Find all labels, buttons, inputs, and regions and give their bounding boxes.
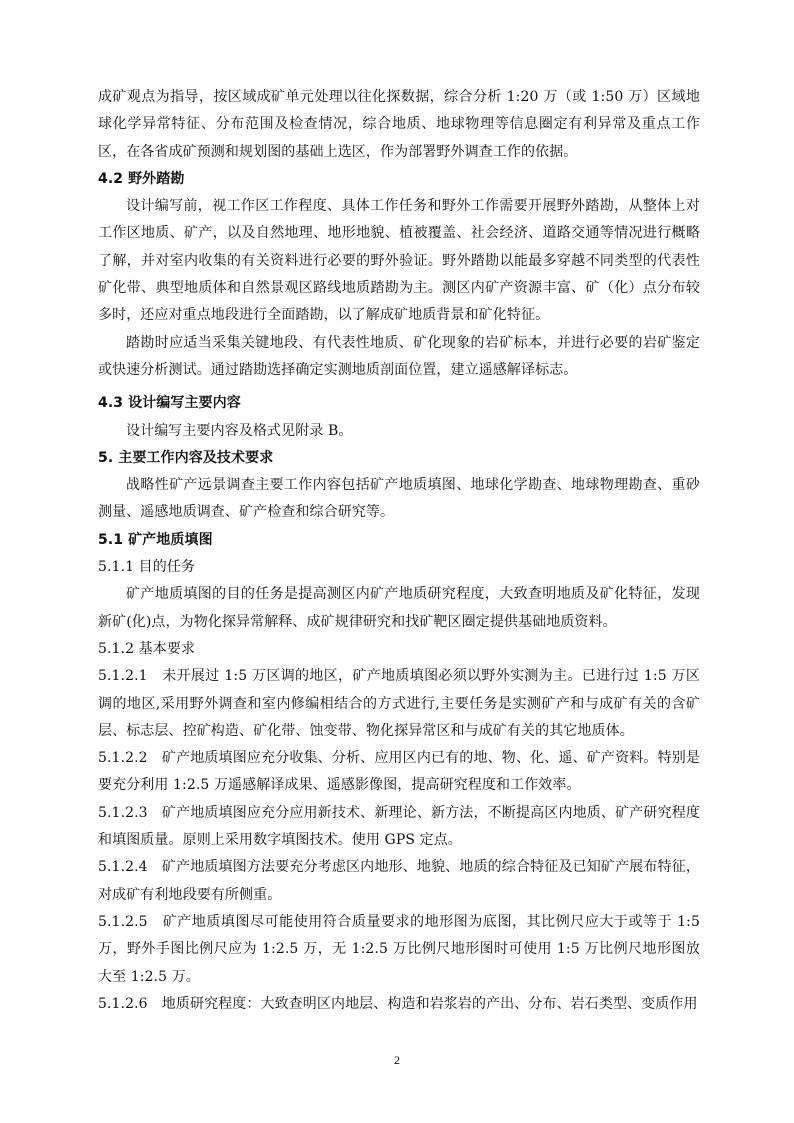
paragraph-field-survey: 设计编写前，视工作区工作程度、具体工作任务和野外工作需要开展野外踏勘，从整体上对工作区地质、矿产，以及自然地理、地形地貌、植被覆盖、社会经济、道路交通等情况进行概略了解，并对室内收集的有关资料进行必要的野外验证。野外踏勘以能最多穿越不同类型的代表性矿化带、典型地质体和自然景观区路线地质踏勘为主。测区内矿产资源丰富、矿（化）点分布较多时，还应对重点地段进行全面踏勘，以了解成矿地质背景和矿化特征。 [98, 198, 700, 324]
clause-5-1-2-5: 5.1.2.5 矿产地质填图尽可能使用符合质量要求的地形图为底图，其比例尺应大于或等于 1:5 万，野外手图比例尺应为 1:2.5 万，无 1:2.5 万比例尺地形图时可使用 1:5 万比例尺地形图放大至 1:2.5 万。 [98, 913, 700, 985]
paragraph-main-work: 战略性矿产远景调查主要工作内容包括矿产地质填图、地球化学勘查、地球物理勘查、重砂测量、遥感地质调查、矿产检查和综合研究等。 [98, 477, 700, 521]
clause-5-1-2-2: 5.1.2.2 矿产地质填图应充分收集、分析、应用区内已有的地、物、化、遥、矿产资料。特别是要充分利用 1:2.5 万遥感解译成果、遥感影像图，提高研究程度和工作效率。 [98, 750, 700, 794]
clause-5-1-2-3: 5.1.2.3 矿产地质填图应充分应用新技术、新理论、新方法，不断提高区内地质、矿产研究程度和填图质量。原则上采用数字填图技术。使用 GPS 定点。 [98, 804, 700, 849]
page-number: 2 [394, 1053, 400, 1067]
heading-4-3: 4.3 设计编写主要内容 [98, 395, 241, 412]
clause-5-1-2-1: 5.1.2.1 未开展过 1:5 万区调的地区，矿产地质填图必须以野外实测为主。已进行过 1:5 万区调的地区,采用野外调查和室内修编相结合的方式进行,主要任务是实测矿产和与成矿有关的含矿层、标志层、控矿构造、矿化带、蚀变带、物化探异常区和与成矿有关的其它地质体。 [98, 668, 700, 739]
paragraph-sampling: 踏勘时应适当采集关键地段、有代表性地质、矿化现象的岩矿标本，并进行必要的岩矿鉴定或快速分析测试。通过踏勘选择确定实测地质剖面位置，建立遥感解译标志。 [98, 334, 700, 378]
heading-4-2: 4.2 野外踏勘 [98, 170, 185, 187]
paragraph-purpose: 矿产地质填图的目的任务是提高测区内矿产地质研究程度，大致查明地质及矿化特征，发现新矿(化)点，为物化探异常解释、成矿规律研究和找矿靶区圈定提供基础地质资料。 [98, 586, 700, 630]
heading-5: 5. 主要工作内容及技术要求 [98, 449, 274, 466]
heading-5-1-2: 5.1.2 基本要求 [98, 640, 196, 657]
paragraph-intro-continued: 成矿观点为指导，按区域成矿单元处理以往化探数据，综合分析 1:20 万（或 1:50 万）区域地球化学异常特征、分布范围及检查情况，综合地质、地球物理等信息圈定有利异常及重点工作区，在各省成矿预测和规划图的基础上选区，作为部署野外调查工作的依据。 [98, 89, 700, 160]
heading-5-1: 5.1 矿产地质填图 [98, 531, 213, 548]
page-content [98, 84, 700, 1018]
clause-5-1-2-6: 5.1.2.6 地质研究程度：大致查明区内地层、构造和岩浆岩的产出、分布、岩石类型、变质作用 [98, 995, 698, 1012]
heading-5-1-1: 5.1.1 目的任务 [98, 559, 196, 576]
paragraph-design-content: 设计编写主要内容及格式见附录 B。 [126, 422, 353, 439]
clause-5-1-2-4: 5.1.2.4 矿产地质填图方法要充分考虑区内地形、地貌、地质的综合特征及已知矿产展布特征，对成矿有利地段要有所侧重。 [98, 859, 700, 903]
